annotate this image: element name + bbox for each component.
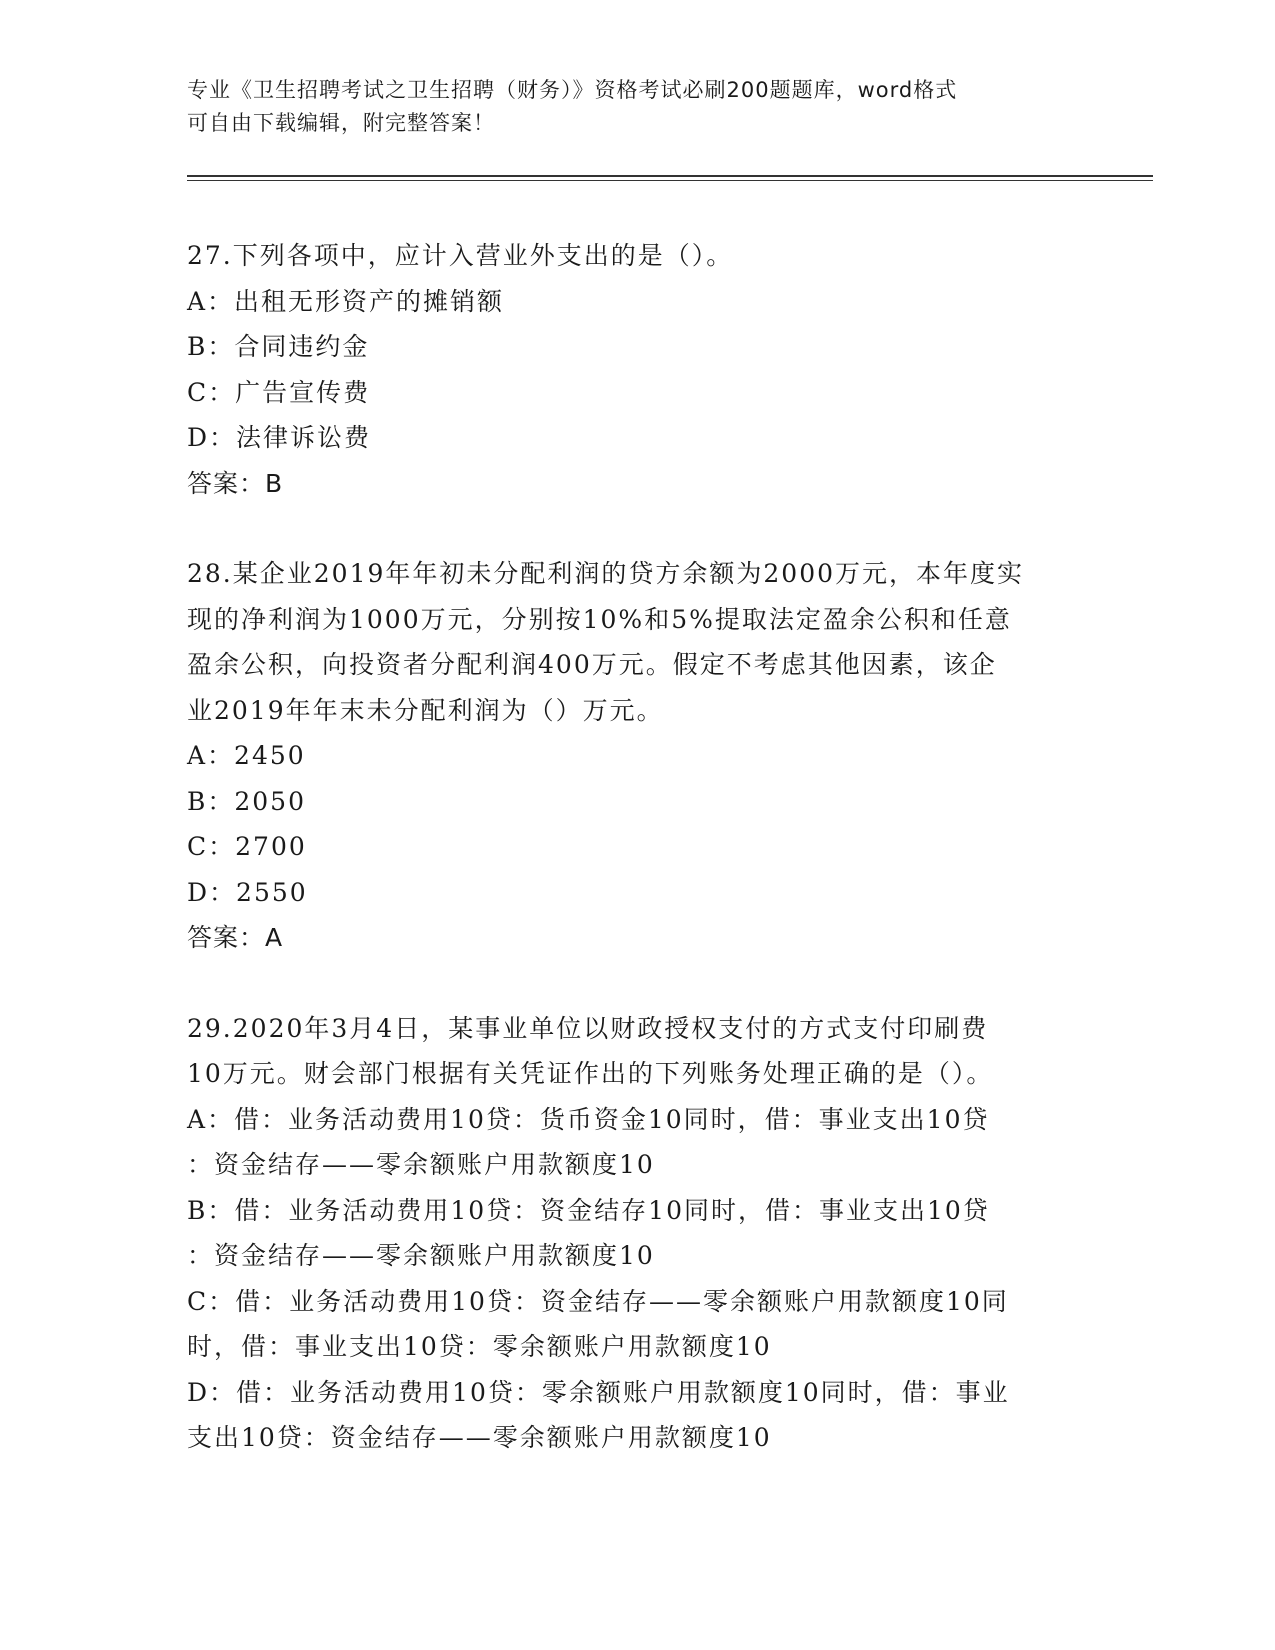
option-d: D：法律诉讼费	[187, 423, 372, 452]
question-28	[187, 551, 1087, 961]
option-c: C：借：业务活动费用10贷：资金结存——零余额账户用款额度10同	[187, 1286, 1009, 1316]
header-line-1: 专业《卫生招聘考试之卫生招聘（财务）》资格考试必刷200题题库，word格式	[187, 78, 958, 102]
question-list	[187, 233, 1087, 1461]
option-c-continued: 时，借：事业支出10贷：零余额账户用款额度10	[187, 1332, 772, 1361]
header-divider-thick	[187, 175, 1153, 177]
option-c: C：2700	[187, 832, 307, 861]
option-b: B：借：业务活动费用10贷：资金结存10同时，借：事业支出10贷	[187, 1195, 990, 1225]
question-stem: 业2019年年末未分配利润为（）万元。	[187, 695, 664, 725]
answer-line: 答案：B	[187, 468, 284, 498]
option-d: D：借：业务活动费用10贷：零余额账户用款额度10同时，借：事业	[187, 1377, 1010, 1407]
question-stem: 29.2020年3月4日，某事业单位以财政授权支付的方式支付印刷费	[187, 1013, 989, 1043]
question-29	[187, 1006, 1087, 1461]
document-header	[187, 74, 1087, 140]
question-stem: 10万元。财会部门根据有关凭证作出的下列账务处理正确的是（）。	[187, 1059, 994, 1088]
option-a-continued: ：资金结存——零余额账户用款额度10	[187, 1150, 655, 1179]
header-divider-thin	[187, 180, 1153, 181]
question-27	[187, 233, 1087, 506]
option-d: D：2550	[187, 877, 308, 907]
option-a: A：借：业务活动费用10贷：货币资金10同时，借：事业支出10贷	[187, 1104, 990, 1134]
option-b-continued: ：资金结存——零余额账户用款额度10	[187, 1241, 655, 1270]
question-spacer	[187, 506, 1087, 551]
question-stem: 盈余公积，向投资者分配利润400万元。假定不考虑其他因素，该企	[187, 650, 997, 679]
option-a: A：2450	[187, 741, 306, 770]
answer-line: 答案：A	[187, 923, 284, 952]
option-b: B：2050	[187, 786, 306, 816]
header-line-2: 可自由下载编辑，附完整答案！	[187, 111, 495, 135]
option-a: A：出租无形资产的摊销额	[187, 286, 505, 316]
question-spacer	[187, 961, 1087, 1006]
question-stem: 28.某企业2019年年初未分配利润的贷方余额为2000万元，本年度实	[187, 559, 1025, 588]
option-c: C：广告宣传费	[187, 377, 371, 407]
question-stem: 现的净利润为1000万元，分别按10%和5%提取法定盈余公积和任意	[187, 604, 1012, 634]
question-stem: 27.下列各项中，应计入营业外支出的是（）。	[187, 241, 734, 270]
option-d-continued: 支出10贷：资金结存——零余额账户用款额度10	[187, 1423, 772, 1452]
option-b: B：合同违约金	[187, 332, 370, 361]
